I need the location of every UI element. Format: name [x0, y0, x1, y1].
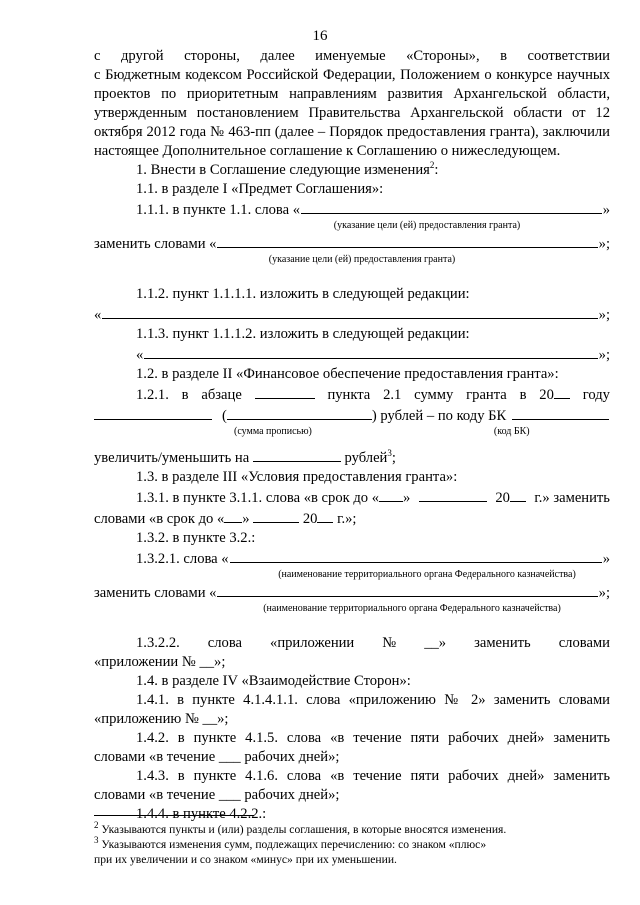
document-body: [94, 47, 610, 824]
footnote-2: $^2$ Указываются пункты и (или) разделы соглашения, в которые вносятся изменения.: [94, 820, 507, 836]
caption-goal-2: (указание цели (ей) предоставления гранта): [268, 254, 456, 265]
item-1-3-1: 1.3.1. в пункте 3.1.1. слова «в срок до « » 20 г.» заменить: [94, 487, 610, 508]
footnotes: [94, 822, 614, 867]
item-1-1-1: 1.1.1. в пункте 1.1. слова « »: [94, 199, 610, 220]
blank-line: [419, 487, 487, 502]
blank-line: [317, 508, 333, 523]
blank-line: [301, 199, 602, 214]
item-1-3: 1.3. в разделе III «Условия предоставления гранта»:: [136, 469, 458, 485]
change-amount-line: увеличить/уменьшить на рублей$^3$;: [94, 448, 396, 466]
sum-line: ( ) рублей – по коду БК: [94, 405, 610, 426]
footnote-ref-2: 2: [429, 160, 435, 171]
caption-kbk: (код БК): [493, 426, 530, 437]
blank-line: [144, 344, 597, 359]
item-1-3-2-1: 1.3.2.1. слова « »: [94, 548, 610, 569]
item-1-2: 1.2. в разделе II «Финансовое обеспечение предоставления гранта»:: [136, 366, 559, 382]
blank-line: [224, 508, 242, 523]
page-number: 16: [312, 28, 328, 44]
intro-line-1: с другой стороны, далее именуемые «Стороны», в соответствии: [94, 48, 610, 64]
blank-line: [227, 405, 372, 420]
footnote-ref-3: 3: [387, 448, 392, 459]
item-1-3-2: 1.3.2. в пункте 3.2.:: [136, 530, 256, 546]
item-1-3-1-cont: словами «в срок до « » 20 г.»;: [94, 508, 610, 529]
blank-line: [379, 487, 403, 502]
blank-line: [217, 582, 597, 597]
caption-treasury-1: (наименование территориального органа Федерального казначейства): [278, 569, 576, 580]
item-1-1: 1.1. в разделе I «Предмет Соглашения»:: [136, 181, 384, 197]
blank-line: [253, 508, 299, 523]
blank-line: [510, 487, 526, 502]
blank-line: [217, 233, 597, 248]
blank-line: [102, 304, 597, 319]
blank-line: [94, 405, 212, 420]
item-1-4-3: 1.4.3. в пункте 4.1.6. слова «в течение пяти рабочих дней» заменить словами «в течение ___ рабочих дней»;: [94, 768, 610, 803]
item-1-2-1: 1.2.1. в абзаце пункта 2.1 сумму гранта в 20 году: [94, 384, 610, 405]
blank-line: [554, 384, 570, 399]
item-1-1-2: 1.1.2. пункт 1.1.1.1. изложить в следующей редакции:: [136, 286, 470, 302]
item-1-4: 1.4. в разделе IV «Взаимодействие Сторон»:: [136, 673, 411, 689]
item-1-1-3: 1.1.3. пункт 1.1.1.2. изложить в следующей редакции:: [136, 326, 470, 342]
intro-paragraph: с Бюджетным кодексом Российской Федерации, Положением о конкурсе научных проектов по приоритетным направлениям развития Архангельской области, утвержденным постановлением Правительства Архангельской области от 12 октября 2012 года № 463-пп (далее – Порядок предоставления гранта), заключили настоящее Дополнительное соглашение к Соглашению о нижеследующем.: [94, 67, 610, 159]
item-1-4-2: 1.4.2. в пункте 4.1.5. слова «в течение пяти рабочих дней» заменить словами «в течение ___ рабочих дней»;: [94, 730, 610, 765]
replace-line-1: заменить словами « »;: [94, 233, 610, 254]
footnote-3: $^3$ Указываются изменения сумм, подлежащих перечислению: со знаком «плюс»: [94, 835, 487, 851]
item-1: 1. Внести в Соглашение следующие изменения$^2$:: [136, 160, 439, 178]
edition-line-1: « »;: [94, 304, 610, 325]
caption-sum: (сумма прописью): [234, 426, 312, 437]
replace-line-2: заменить словами « »;: [94, 582, 610, 603]
item-1-4-4: 1.4.4. в пункте 4.2.2.:: [136, 806, 267, 822]
item-1-3-2-2: 1.3.2.2. слова «приложении № __» заменить словами: [136, 635, 610, 651]
edition-line-2: « »;: [94, 344, 610, 365]
blank-line: [255, 384, 315, 399]
caption-goal-1: (указание цели (ей) предоставления гранта): [333, 220, 521, 231]
caption-treasury-2: (наименование территориального органа Федерального казначейства): [263, 603, 561, 614]
blank-line: [512, 405, 609, 420]
blank-line: [253, 447, 341, 462]
item-1-4-1: 1.4.1. в пункте 4.1.4.1.1. слова «приложению № 2» заменить словами «приложению № __»;: [94, 692, 610, 727]
footnote-separator: [94, 815, 254, 816]
footnote-3-cont: при их увеличении и со знаком «минус» при их уменьшении.: [94, 853, 397, 866]
blank-line: [230, 548, 602, 563]
item-1-3-2-2-cont: «приложении № __»;: [94, 654, 226, 670]
caption-sum-kbk: [94, 426, 610, 437]
